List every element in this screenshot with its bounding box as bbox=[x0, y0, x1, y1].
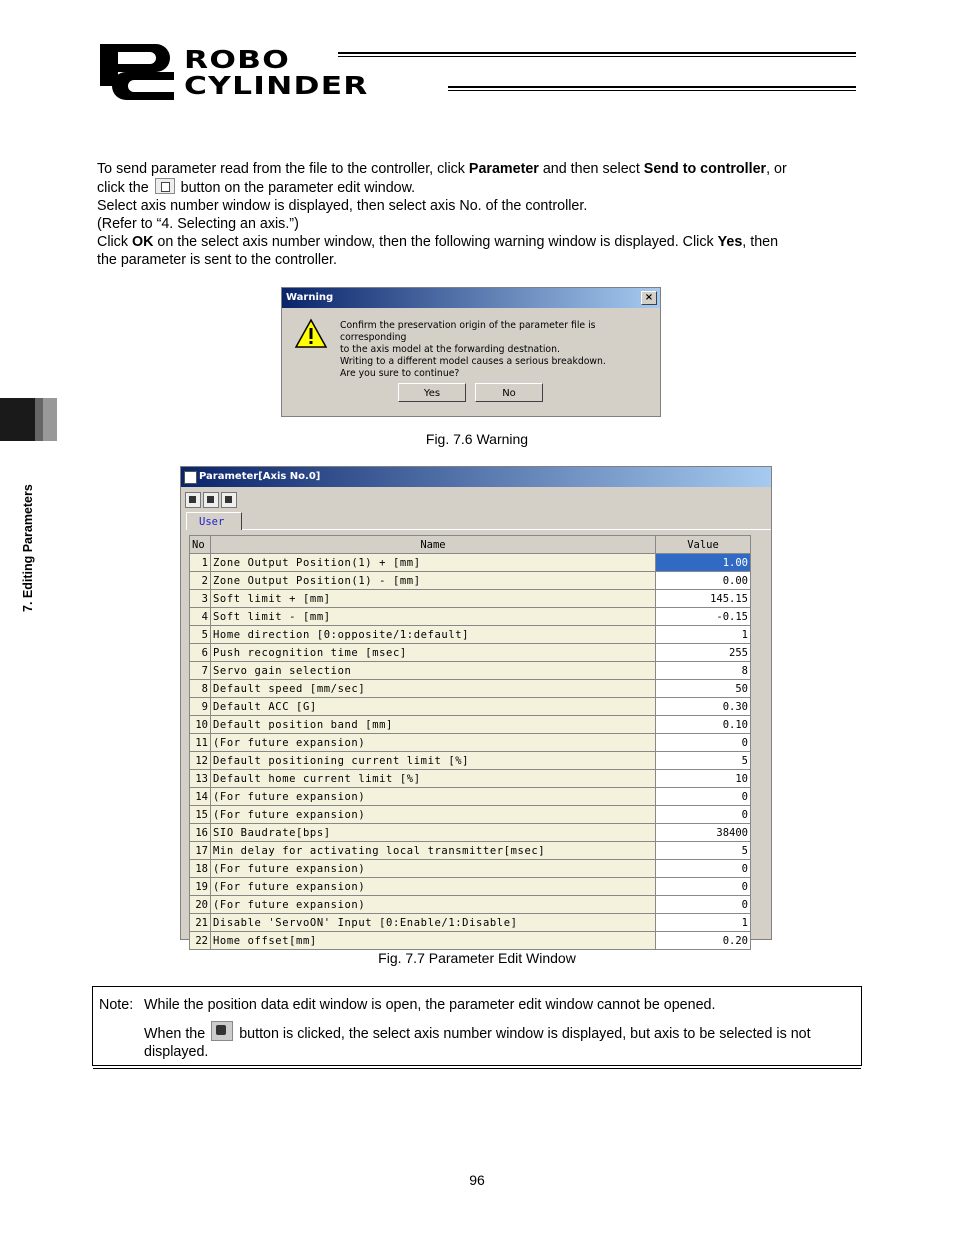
parameter-edit-window bbox=[180, 466, 772, 947]
parameter-name: Default speed [mm/sec] bbox=[211, 680, 656, 698]
logo-word-cylinder: CYLINDER bbox=[184, 71, 369, 100]
row-number: 4 bbox=[190, 608, 211, 626]
table-row[interactable] bbox=[190, 860, 751, 878]
parameter-name: Push recognition time [msec] bbox=[211, 644, 656, 662]
logo-rule-top bbox=[338, 52, 856, 57]
yes-button[interactable]: Yes bbox=[398, 383, 466, 402]
column-header-value: Value bbox=[656, 536, 751, 554]
parameter-value[interactable]: 50 bbox=[656, 680, 751, 698]
row-number: 22 bbox=[190, 932, 211, 950]
table-row[interactable] bbox=[190, 590, 751, 608]
logo-rule-bottom bbox=[448, 86, 856, 91]
intro-line-1: To send parameter read from the file to the controller, click Parameter and then select Send to controller, or bbox=[97, 161, 787, 177]
column-header-name: Name bbox=[211, 536, 656, 554]
row-number: 11 bbox=[190, 734, 211, 752]
page-number: 96 bbox=[469, 1172, 485, 1188]
table-row[interactable] bbox=[190, 680, 751, 698]
intro-text bbox=[97, 160, 857, 269]
table-row[interactable] bbox=[190, 896, 751, 914]
parameter-value[interactable]: 0 bbox=[656, 878, 751, 896]
parameter-name: Home direction [0:opposite/1:default] bbox=[211, 626, 656, 644]
row-number: 13 bbox=[190, 770, 211, 788]
save-icon[interactable] bbox=[185, 492, 201, 508]
parameter-name: (For future expansion) bbox=[211, 788, 656, 806]
note-label: Note: bbox=[99, 997, 134, 1013]
parameter-name: Default ACC [G] bbox=[211, 698, 656, 716]
row-number: 15 bbox=[190, 806, 211, 824]
row-number: 5 bbox=[190, 626, 211, 644]
toolbar bbox=[185, 492, 239, 509]
table-row[interactable] bbox=[190, 878, 751, 896]
position-edit-icon bbox=[211, 1021, 233, 1041]
table-row[interactable] bbox=[190, 770, 751, 788]
parameter-name: (For future expansion) bbox=[211, 806, 656, 824]
table-row[interactable] bbox=[190, 914, 751, 932]
parameter-value[interactable]: 1.00 bbox=[656, 554, 751, 572]
parameter-name: Default position band [mm] bbox=[211, 716, 656, 734]
parameter-name: Disable 'ServoON' Input [0:Enable/1:Disable] bbox=[211, 914, 656, 932]
row-number: 18 bbox=[190, 860, 211, 878]
parameter-value[interactable]: -0.15 bbox=[656, 608, 751, 626]
row-number: 20 bbox=[190, 896, 211, 914]
parameter-name: Default home current limit [%] bbox=[211, 770, 656, 788]
parameter-name: (For future expansion) bbox=[211, 734, 656, 752]
table-row[interactable] bbox=[190, 608, 751, 626]
parameter-value[interactable]: 10 bbox=[656, 770, 751, 788]
parameter-name: Default positioning current limit [%] bbox=[211, 752, 656, 770]
row-number: 9 bbox=[190, 698, 211, 716]
parameter-value[interactable]: 0.10 bbox=[656, 716, 751, 734]
parameter-name: (For future expansion) bbox=[211, 896, 656, 914]
parameter-value[interactable]: 0.00 bbox=[656, 572, 751, 590]
parameter-value[interactable]: 5 bbox=[656, 842, 751, 860]
warning-title: Warning bbox=[286, 292, 334, 303]
note-box bbox=[92, 986, 862, 1066]
send-to-controller-icon bbox=[155, 178, 175, 194]
parameter-name: Home offset[mm] bbox=[211, 932, 656, 950]
parameter-value[interactable]: 0 bbox=[656, 896, 751, 914]
table-row[interactable] bbox=[190, 554, 751, 572]
parameter-name: SIO Baudrate[bps] bbox=[211, 824, 656, 842]
parameter-name: Soft limit - [mm] bbox=[211, 608, 656, 626]
table-row[interactable] bbox=[190, 572, 751, 590]
warning-icon bbox=[294, 318, 328, 350]
table-row[interactable] bbox=[190, 932, 751, 950]
window-app-icon bbox=[184, 471, 197, 484]
intro-line-6: the parameter is sent to the controller. bbox=[97, 252, 337, 268]
warning-dialog bbox=[281, 287, 661, 417]
intro-line-3: Select axis number window is displayed, then select axis No. of the controller. bbox=[97, 198, 588, 214]
table-row[interactable] bbox=[190, 788, 751, 806]
parameter-value[interactable]: 0.20 bbox=[656, 932, 751, 950]
table-row[interactable] bbox=[190, 662, 751, 680]
warning-message-line: Confirm the preservation origin of the parameter file is corresponding bbox=[340, 320, 596, 343]
parameter-title-bar bbox=[181, 467, 771, 487]
parameter-value[interactable]: 1 bbox=[656, 626, 751, 644]
row-number: 16 bbox=[190, 824, 211, 842]
parameter-window-title: Parameter[Axis No.0] bbox=[199, 471, 321, 482]
parameter-name: Servo gain selection bbox=[211, 662, 656, 680]
parameter-name: Soft limit + [mm] bbox=[211, 590, 656, 608]
intro-line-5: Click OK on the select axis number window, then the following warning window is displayed. Click Yes, then bbox=[97, 234, 779, 250]
note-line-1: While the position data edit window is open, the parameter edit window cannot be opened. bbox=[144, 997, 716, 1013]
row-number: 2 bbox=[190, 572, 211, 590]
send-to-controller-icon[interactable] bbox=[203, 492, 219, 508]
parameter-name: Zone Output Position(1) + [mm] bbox=[211, 554, 656, 572]
parameter-value[interactable]: 0.30 bbox=[656, 698, 751, 716]
warning-message bbox=[340, 320, 660, 380]
chapter-label: 7. Editing Parameters bbox=[21, 484, 35, 612]
parameter-value[interactable]: 145.15 bbox=[656, 590, 751, 608]
table-row[interactable] bbox=[190, 626, 751, 644]
figure-caption-warning: Fig. 7.6 Warning bbox=[425, 431, 529, 447]
intro-line-4: (Refer to “4. Selecting an axis.”) bbox=[97, 216, 299, 232]
figure-caption-parameter-window: Fig. 7.7 Parameter Edit Window bbox=[378, 950, 576, 966]
table-row[interactable] bbox=[190, 842, 751, 860]
table-row[interactable] bbox=[190, 644, 751, 662]
parameter-value[interactable]: 255 bbox=[656, 644, 751, 662]
row-number: 14 bbox=[190, 788, 211, 806]
parameter-value[interactable]: 38400 bbox=[656, 824, 751, 842]
parameter-value[interactable]: 5 bbox=[656, 752, 751, 770]
row-number: 6 bbox=[190, 644, 211, 662]
rc-logo-icon bbox=[96, 42, 178, 100]
row-number: 7 bbox=[190, 662, 211, 680]
robo-cylinder-logo bbox=[96, 42, 858, 102]
row-number: 1 bbox=[190, 554, 211, 572]
intro-line-2: click the button on the parameter edit window. bbox=[97, 180, 416, 196]
row-number: 3 bbox=[190, 590, 211, 608]
table-row[interactable] bbox=[190, 734, 751, 752]
parameter-value[interactable]: 1 bbox=[656, 914, 751, 932]
column-header-no: No bbox=[190, 536, 211, 554]
parameter-name: Min delay for activating local transmitter[msec] bbox=[211, 842, 656, 860]
parameter-value[interactable]: 0 bbox=[656, 860, 751, 878]
no-button[interactable]: No bbox=[475, 383, 543, 402]
table-header-row bbox=[190, 536, 751, 554]
row-number: 17 bbox=[190, 842, 211, 860]
warning-message-line: Are you sure to continue? bbox=[340, 368, 460, 379]
table-row[interactable] bbox=[190, 716, 751, 734]
table-row[interactable] bbox=[190, 752, 751, 770]
parameter-name: Zone Output Position(1) - [mm] bbox=[211, 572, 656, 590]
logo-word-robo: ROBO bbox=[184, 45, 291, 74]
warning-message-line: Writing to a different model causes a serious breakdown. bbox=[340, 356, 606, 367]
table-row[interactable] bbox=[190, 806, 751, 824]
table-row[interactable] bbox=[190, 698, 751, 716]
row-number: 12 bbox=[190, 752, 211, 770]
parameter-value[interactable]: 0 bbox=[656, 788, 751, 806]
table-row[interactable] bbox=[190, 824, 751, 842]
close-icon[interactable]: × bbox=[641, 291, 657, 305]
parameter-value[interactable]: 8 bbox=[656, 662, 751, 680]
warning-message-line: to the axis model at the forwarding destnation. bbox=[340, 344, 560, 355]
print-icon[interactable] bbox=[221, 492, 237, 508]
parameter-name: (For future expansion) bbox=[211, 878, 656, 896]
warning-title-bar bbox=[282, 288, 660, 308]
parameter-value[interactable]: 0 bbox=[656, 806, 751, 824]
tab-user[interactable]: User bbox=[186, 512, 242, 530]
row-number: 21 bbox=[190, 914, 211, 932]
parameter-table bbox=[189, 535, 751, 950]
row-number: 19 bbox=[190, 878, 211, 896]
parameter-name: (For future expansion) bbox=[211, 860, 656, 878]
row-number: 8 bbox=[190, 680, 211, 698]
note-line-2: When the button is clicked, the select axis number window is displayed, but axis to be selected is not displayed. bbox=[144, 1021, 854, 1061]
parameter-value[interactable]: 0 bbox=[656, 734, 751, 752]
row-number: 10 bbox=[190, 716, 211, 734]
